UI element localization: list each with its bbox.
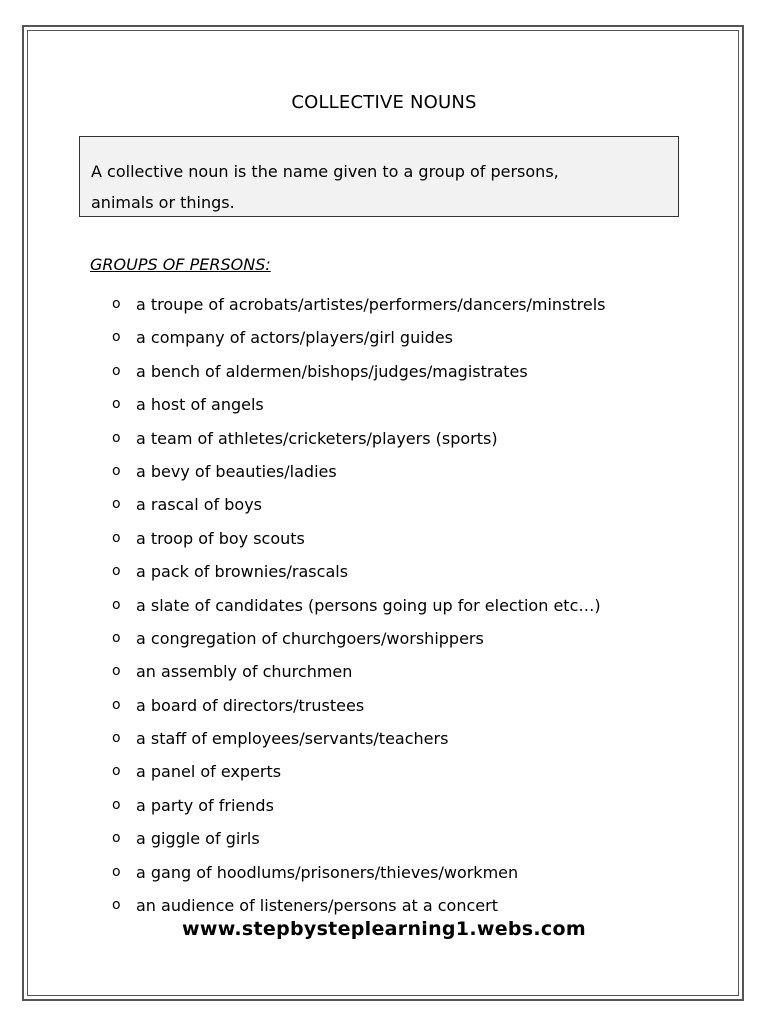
- bullet-icon: o: [112, 396, 121, 413]
- list-item-text: a gang of hoodlums/prisoners/thieves/workmen: [136, 862, 519, 882]
- bullet-icon: o: [112, 429, 121, 446]
- bullet-icon: o: [112, 897, 121, 914]
- bullet-icon: o: [112, 596, 121, 613]
- list-item-text: a troupe of acrobats/artistes/performers/dancers/minstrels: [136, 295, 606, 314]
- list-item-text: a bench of aldermen/bishops/judges/magistrates: [136, 361, 528, 381]
- list-item-text: a staff of employees/servants/teachers: [136, 729, 449, 749]
- bullet-icon: o: [112, 462, 121, 479]
- bullet-icon: o: [112, 329, 121, 346]
- bullet-icon: o: [112, 696, 121, 713]
- list-item-text: an audience of listeners/persons at a concert: [136, 896, 498, 916]
- list-item-text: a team of athletes/cricketers/players (sports): [136, 428, 498, 448]
- list-item-text: a pack of brownies/rascals: [136, 562, 349, 582]
- bullet-icon: o: [112, 296, 121, 312]
- bullet-icon: o: [112, 629, 121, 646]
- definition-box: [79, 136, 679, 217]
- definition-line-1: A collective noun is the name given to a group of persons,: [91, 162, 559, 181]
- definition-line-2: animals or things.: [91, 193, 235, 212]
- list-item-text: a troop of boy scouts: [136, 528, 305, 548]
- bullet-icon: o: [112, 730, 121, 747]
- list-item-text: an assembly of churchmen: [136, 662, 353, 682]
- list-item-text: a bevy of beauties/ladies: [136, 461, 337, 481]
- bullet-icon: o: [112, 496, 121, 513]
- bullet-icon: o: [112, 796, 121, 813]
- bullet-icon: o: [112, 763, 121, 780]
- list-item-text: a rascal of boys: [136, 495, 262, 515]
- list-item-text: a giggle of girls: [136, 829, 260, 849]
- bullet-icon: o: [112, 663, 121, 680]
- list-item-text: a party of friends: [136, 795, 274, 815]
- page-title: COLLECTIVE NOUNS: [291, 92, 477, 113]
- bullet-icon: o: [112, 563, 121, 580]
- website-url: www.stepbysteplearning1.webs.com: [182, 918, 586, 940]
- section-heading: GROUPS OF PERSONS:: [90, 255, 271, 274]
- list-item-text: a slate of candidates (persons going up for election etc…): [136, 595, 601, 615]
- bullet-icon: o: [112, 529, 121, 546]
- list-item-text: a host of angels: [136, 395, 264, 415]
- list-item-text: a company of actors/players/girl guides: [136, 328, 454, 348]
- bullet-icon: o: [112, 362, 121, 379]
- list-item-text: a board of directors/trustees: [136, 695, 365, 715]
- bullet-icon: o: [112, 863, 121, 880]
- bullet-icon: o: [112, 830, 121, 847]
- list-item-text: a congregation of churchgoers/worshippers: [136, 628, 484, 648]
- list-item-text: a panel of experts: [136, 762, 282, 782]
